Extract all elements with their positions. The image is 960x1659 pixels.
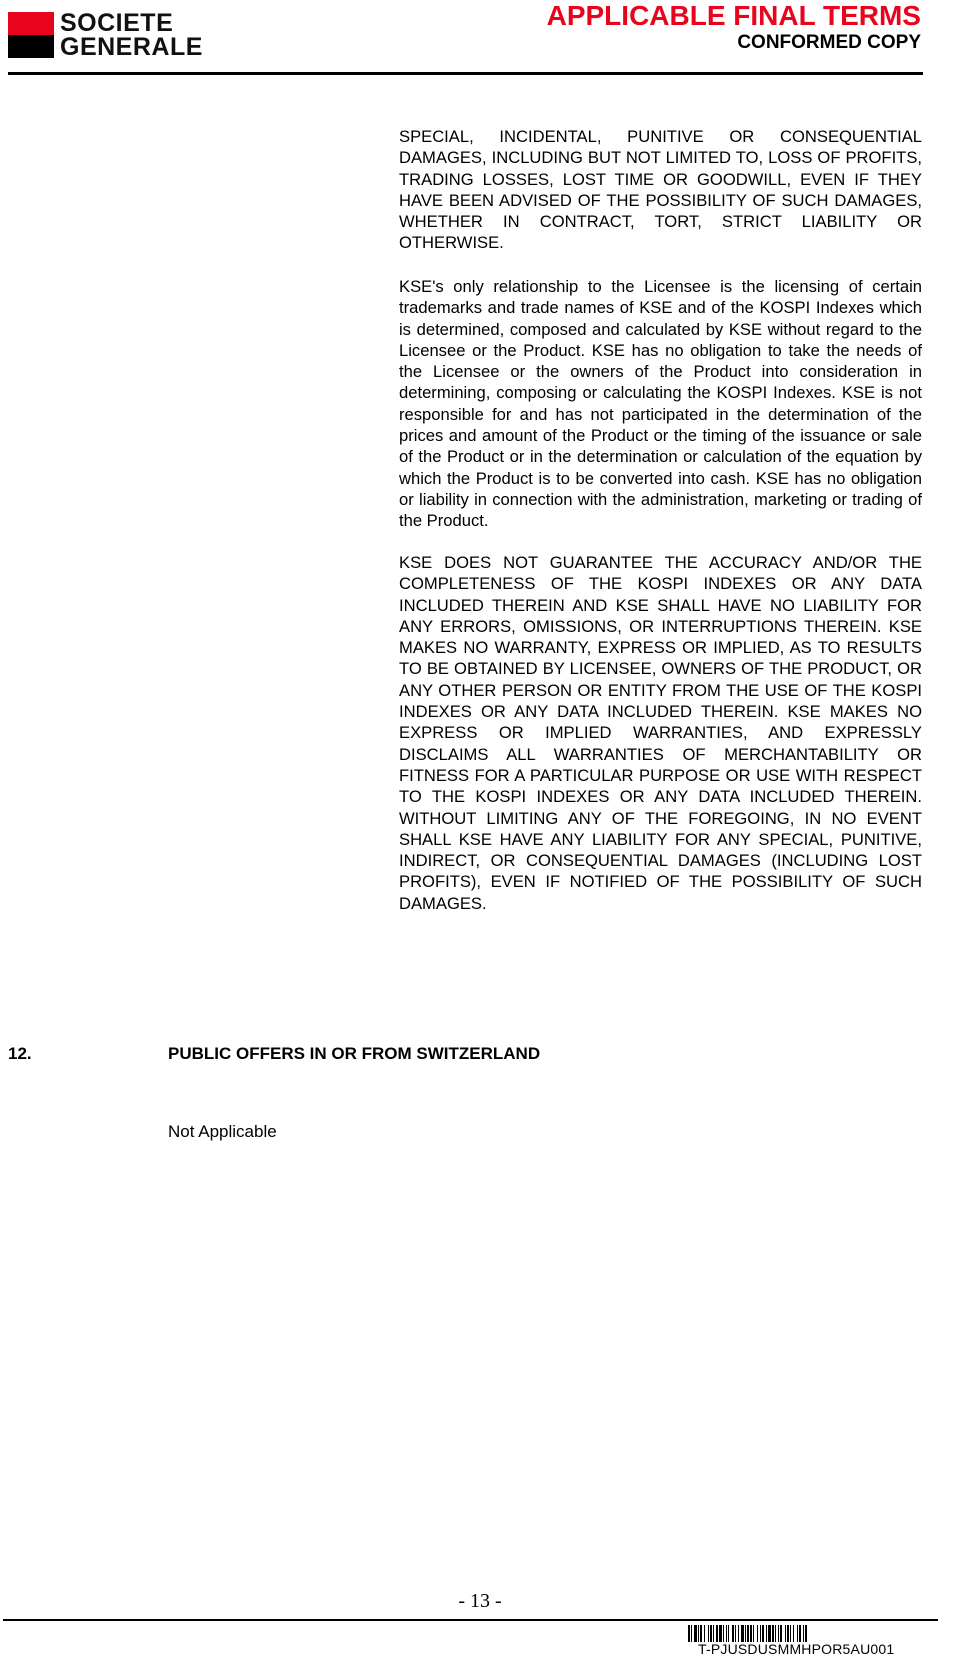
barcode-icon bbox=[688, 1625, 928, 1642]
logo-red-block bbox=[8, 12, 54, 35]
logo-black-block bbox=[8, 35, 54, 58]
disclaimer-paragraph-1: SPECIAL, INCIDENTAL, PUNITIVE OR CONSEQUENTIAL DAMAGES, INCLUDING BUT NOT LIMITED TO, LOSS OF PROFITS, TRADING LOSSES, LOST TIME OR GOODWILL, EVEN IF THEY HAVE BEEN ADVISED OF THE POSSIBILITY OF SUCH DAMAGES, WHETHER IN CONTRACT, TORT, STRICT LIABILITY OR OTHERWISE. bbox=[399, 127, 922, 253]
disclaimer-paragraph-3: KSE DOES NOT GUARANTEE THE ACCURACY AND/OR THE COMPLETENESS OF THE KOSPI INDEXES OR ANY DATA INCLUDED THEREIN AND KSE SHALL HAVE NO LIABILITY FOR ANY ERRORS, OMISSIONS, OR INTERRUPTIONS THEREIN. KSE MAKES NO WARRANTY, EXPRESS OR IMPLIED, AS TO RESULTS TO BE OBTAINED BY LICENSEE, OWNERS OF THE PRODUCT, OR ANY OTHER PERSON OR ENTITY FROM THE USE OF THE KOSPI INDEXES OR ANY DATA INCLUDED THEREIN. KSE MAKES NO EXPRESS OR IMPLIED WARRANTIES, AND EXPRESSLY DISCLAIMS ALL WARRANTIES OF MERCHANTABILITY OR FITNESS FOR A PARTICULAR PURPOSE OR USE WITH RESPECT TO THE KOSPI INDEXES OR ANY DATA INCLUDED THEREIN. WITHOUT LIMITING ANY OF THE FOREGOING, IN NO EVENT SHALL KSE HAVE ANY LIABILITY FOR ANY SPECIAL, PUNITIVE, INDIRECT, OR CONSEQUENTIAL DAMAGES (INCLUDING LOST PROFITS), EVEN IF NOTIFIED OF THE POSSIBILITY OF SUCH DAMAGES. bbox=[399, 553, 922, 913]
company-logo bbox=[8, 9, 233, 62]
company-name-line2: GENERALE bbox=[60, 33, 203, 61]
barcode-bar bbox=[807, 1625, 808, 1642]
document-title: APPLICABLE FINAL TERMS bbox=[546, 0, 921, 31]
document-subtitle: CONFORMED COPY bbox=[737, 32, 921, 53]
company-name-line1: SOCIETE bbox=[60, 9, 174, 37]
barcode-text: T-PJUSDUSMMHPOR5AU001 bbox=[698, 1641, 895, 1657]
section-value: Not Applicable bbox=[168, 1122, 277, 1141]
disclaimer-paragraph-2: KSE's only relationship to the Licensee is the licensing of certain trademarks and trade names of KSE and of the KOSPI Indexes which is determined, composed and calculated by KSE without regard to the Licensee or the Product. KSE has no obligation to take the needs of the Licensee or the owners of the Product into consideration in determining, composing or calculating the KOSPI Indexes. KSE is not responsible for and has not participated in the determination of the prices and amount of the Product or the timing of the issuance or sale of the Product or in the determination or calculation of the equation by which the Product is to be converted into cash. KSE has no obligation or liability in connection with the administration, marketing or trading of the Product. bbox=[399, 277, 922, 531]
header-divider bbox=[8, 72, 923, 75]
document-title-block bbox=[547, 0, 921, 54]
footer-divider bbox=[3, 1619, 938, 1621]
company-name bbox=[60, 11, 203, 59]
section-title: PUBLIC OFFERS IN OR FROM SWITZERLAND bbox=[168, 1044, 541, 1063]
section-number: 12. bbox=[8, 1044, 32, 1063]
page-number: - 13 - bbox=[458, 1590, 502, 1612]
logo-square-icon bbox=[8, 12, 54, 58]
